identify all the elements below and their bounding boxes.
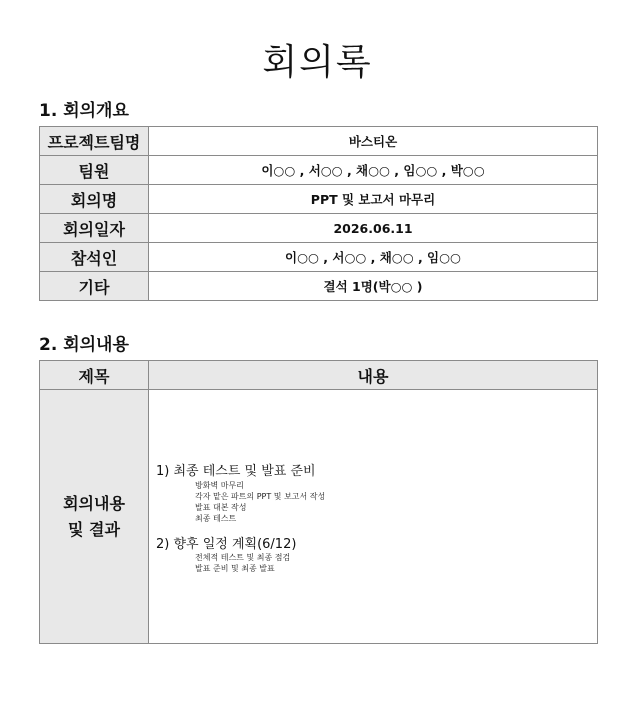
body-label-line1: 회의내용 [63,493,125,513]
agenda-item-1 [156,460,316,479]
agenda-item-2 [156,533,296,552]
row-label-attendees: 참석인 [40,243,149,272]
section-heading-overview: 1. 회의개요 [39,101,129,121]
table-row [40,243,598,272]
table-row [40,156,598,185]
row-label-meeting-date: 회의일자 [40,214,149,243]
agenda-sub-item: 전체적 테스트 및 최종 점검 [195,553,291,562]
row-value-meeting-date: 2026.06.11 [149,214,598,243]
section-heading-content: 2. 회의내용 [39,335,129,355]
body-content [149,390,598,644]
row-value-attendees: 이○○ , 서○○ , 채○○ , 임○○ [149,243,598,272]
row-value-project-team: 바스티온 [149,127,598,156]
row-value-etc: 결석 1명(박○○ ) [149,272,598,301]
row-label-etc: 기타 [40,272,149,301]
agenda-sub-item: 발표 대본 작성 [195,503,247,512]
row-label-members: 팀원 [40,156,149,185]
agenda-item-title: 2) 향후 일정 계획(6/12) [156,537,297,552]
row-value-members: 이○○ , 서○○ , 채○○ , 임○○ , 박○○ [149,156,598,185]
table-row [40,127,598,156]
header-subject: 제목 [40,361,149,390]
agenda-sub-item: 각자 맡은 파트의 PPT 및 보고서 작성 [195,492,326,501]
agenda-sub-item: 최종 테스트 [195,514,237,523]
table-row [40,214,598,243]
table-header-row [40,361,598,390]
document-title: 회의록 [262,42,373,83]
header-content: 내용 [149,361,598,390]
table-row [40,272,598,301]
content-table [39,360,598,644]
body-label-line2: 및 결과 [68,519,120,539]
table-row [40,390,598,644]
overview-table [39,126,598,301]
body-label [40,390,149,644]
agenda-sub-item: 방화벽 마무리 [195,481,244,490]
row-label-project-team: 프로젝트팀명 [40,127,149,156]
row-value-meeting-name: PPT 및 보고서 마무리 [149,185,598,214]
agenda-item-title: 1) 최종 테스트 및 발표 준비 [156,464,316,479]
table-row [40,185,598,214]
agenda-sub-item: 발표 준비 및 최종 발표 [195,564,275,573]
row-label-meeting-name: 회의명 [40,185,149,214]
